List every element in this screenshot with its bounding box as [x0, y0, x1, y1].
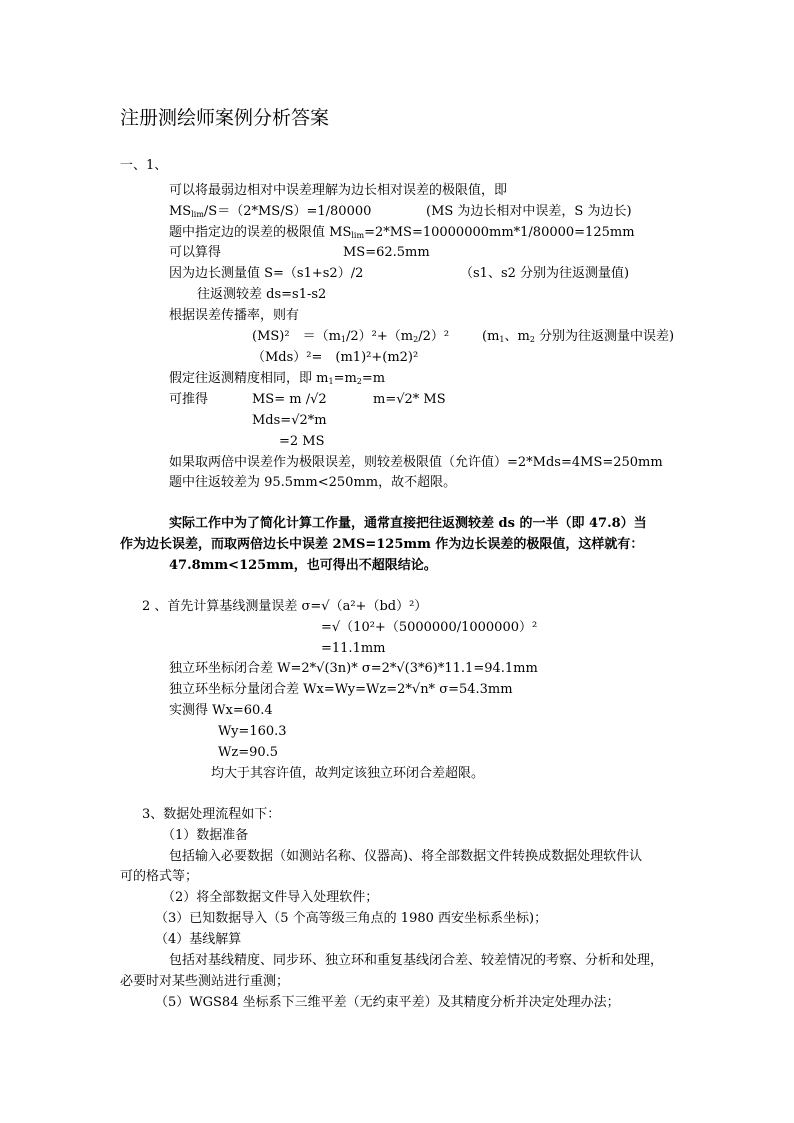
formula-note: (MS 为边长相对中误差，S 为边长): [426, 204, 632, 219]
section-3-heading: 3、数据处理流程如下：: [142, 807, 281, 822]
text-line: 可的格式等；: [120, 869, 199, 884]
text-line: 均大于其容许值，故判定该独立环闭合差超限。: [211, 766, 485, 781]
formula-line: （Mds）²= (m1)²+(m2)²: [252, 350, 419, 365]
section-2-heading: 2 、首先计算基线测量误差 σ=√（a²+（bd）²）: [142, 599, 428, 614]
text-line: 假定往返测精度相同，即 $m_1=m_2=m$: [169, 371, 386, 386]
formula-line: =11.1mm: [321, 641, 386, 656]
text-line: 实测得 Wx=60.4: [169, 703, 273, 718]
formula-note: ($m_1$、$m_2$ 分别为往返测量中误差): [482, 329, 675, 344]
text-line: 包括输入必要数据（如测站名称、仪器高)、将全部数据文件转换成数据处理软件认: [169, 849, 643, 864]
text-line: 必要时对某些测站进行重测；: [120, 974, 290, 989]
formula-line: MS= m /√2: [252, 392, 327, 407]
formula-note: （s1、s2 分别为往返测量值): [460, 266, 630, 281]
page-title: 注册测绘师案例分析答案: [120, 107, 330, 129]
formula-line: (MS)² $=(m_1/2)^2+(m_2/2)^2$: [252, 329, 450, 344]
formula-line: Mds=√2*m: [252, 413, 327, 428]
bold-note-line: 作为边长误差，而取两倍边长中误差 2MS=125mm 作为边长误差的极限值，这样就有：: [120, 537, 644, 552]
list-item: （3）已知数据导入（5 个高等级三角点的 1980 西安坐标系坐标)；: [155, 911, 548, 926]
bold-note-line: 47.8mm<125mm，也可得出不超限结论。: [169, 558, 437, 573]
text-line: 根据误差传播率，则有: [169, 308, 300, 323]
formula-line: Wz=90.5: [218, 745, 279, 760]
formula-value: MS=62.5mm: [343, 245, 430, 260]
formula-line: $MS_{lim}/S=(2*MS/S)=1/80000$: [169, 204, 372, 219]
formula-line: 题中指定边的误差的极限值 $MS_{lim}=2*MS=10000000mm*1/80000=125mm$: [169, 225, 635, 240]
list-item: （4）基线解算: [155, 932, 242, 947]
text-line: 可推得: [169, 392, 209, 407]
bold-note-line: 实际工作中为了简化计算工作量，通常直接把往返测较差 ds 的一半（即 47.8）当: [169, 516, 647, 531]
text-line: 独立环坐标闭合差 W=2*√(3n)* σ=2*√(3*6)*11.1=94.1mm: [169, 661, 538, 676]
text-line: 题中往返较差为 95.5mm<250mm，故不超限。: [169, 475, 457, 490]
text-line: 往返测较差 ds=s1-s2: [197, 287, 327, 302]
text-line: 如果取两倍中误差作为极限误差，则较差极限值（允许值）=2*Mds=4MS=250mm: [169, 455, 663, 470]
text-line: 可以将最弱边相对中误差理解为边长相对误差的极限值，即: [169, 183, 508, 198]
list-item: （5）WGS84 坐标系下三维平差（无约束平差）及其精度分析并决定处理办法；: [155, 995, 620, 1010]
section-1-heading: 一、1、: [120, 158, 168, 173]
formula-line: =2 MS: [279, 434, 325, 449]
list-item: （1）数据准备: [162, 828, 249, 843]
text-line: 独立环坐标分量闭合差 Wx=Wy=Wz=2*√n* σ=54.3mm: [169, 682, 513, 697]
text-line: 可以算得: [169, 245, 222, 260]
formula-line: Wy=160.3: [218, 724, 287, 739]
formula-line: m=√2* MS: [373, 392, 446, 407]
text-line: 包括对基线精度、同步环、独立环和重复基线闭合差、较差情况的考察、分析和处理，: [169, 953, 664, 968]
text-line: 因为边长测量值 S=（s1+s2）/2: [169, 266, 364, 281]
list-item: （2）将全部数据文件导入处理软件；: [162, 890, 379, 905]
formula-line: =√（10²+（5000000/1000000）²: [321, 620, 538, 635]
